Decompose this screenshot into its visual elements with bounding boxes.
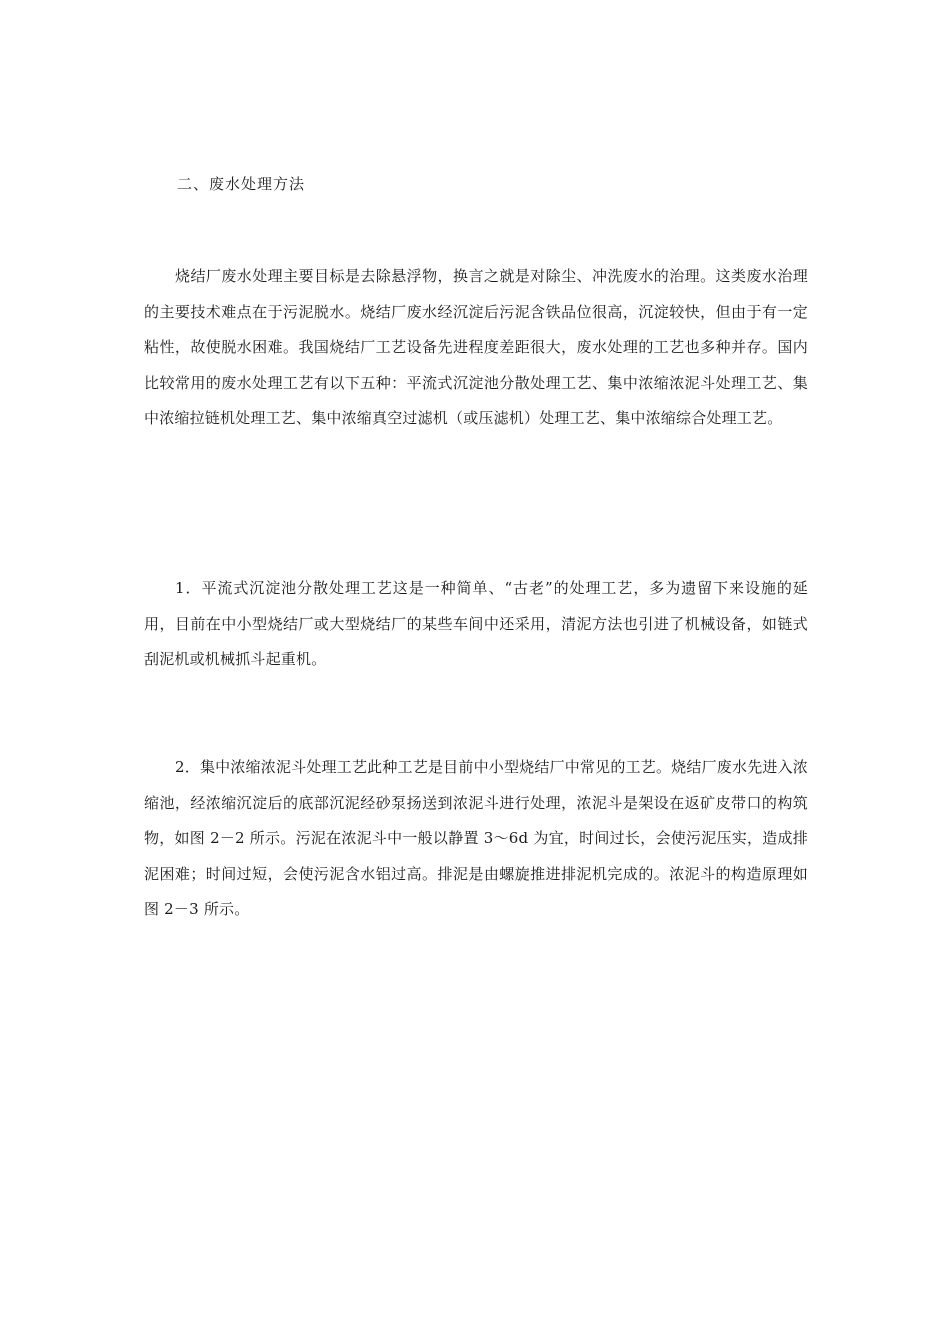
paragraph-method-2: 2．集中浓缩浓泥斗处理工艺此种工艺是目前中小型烧结厂中常见的工艺。烧结厂废水先进入浓缩池，经浓缩沉淀后的底部沉泥经砂泵扬送到浓泥斗进行处理，浓泥斗是架设在返矿皮带口的构筑物，如图 2－2 所示。污泥在浓泥斗中一般以静置 3～6d 为宜，时间过长，会使污泥压实，造成排泥困难；时间过短，会使污泥含水铝过高。排泥是由螺旋推进排泥机完成的。浓泥斗的构造原理如图 2－3 所示。	[144, 758, 808, 918]
paragraph-method-1: 1．平流式沉淀池分散处理工艺这是一种简单、“古老”的处理工艺，多为遗留下来设施的延用，目前在中小型烧结厂或大型烧结厂的某些车间中还采用，清泥方法也引进了机械设备，如链式刮泥机或机械抓斗起重机。	[144, 579, 808, 668]
paragraph-overview: 烧结厂废水处理主要目标是去除悬浮物，换言之就是对除尘、冲洗废水的治理。这类废水治理的主要技术难点在于污泥脱水。烧结厂废水经沉淀后污泥含铁品位很高，沉淀较快，但由于有一定粘性，故使脱水困难。我国烧结厂工艺设备先进程度差距很大，废水处理的工艺也多种并存。国内比较常用的废水处理工艺有以下五种：平流式沉淀池分散处理工艺、集中浓缩浓泥斗处理工艺、集中浓缩拉链机处理工艺、集中浓缩真空过滤机（或压滤机）处理工艺、集中浓缩综合处理工艺。	[144, 267, 808, 427]
section-heading: 二、废水处理方法	[177, 175, 306, 193]
